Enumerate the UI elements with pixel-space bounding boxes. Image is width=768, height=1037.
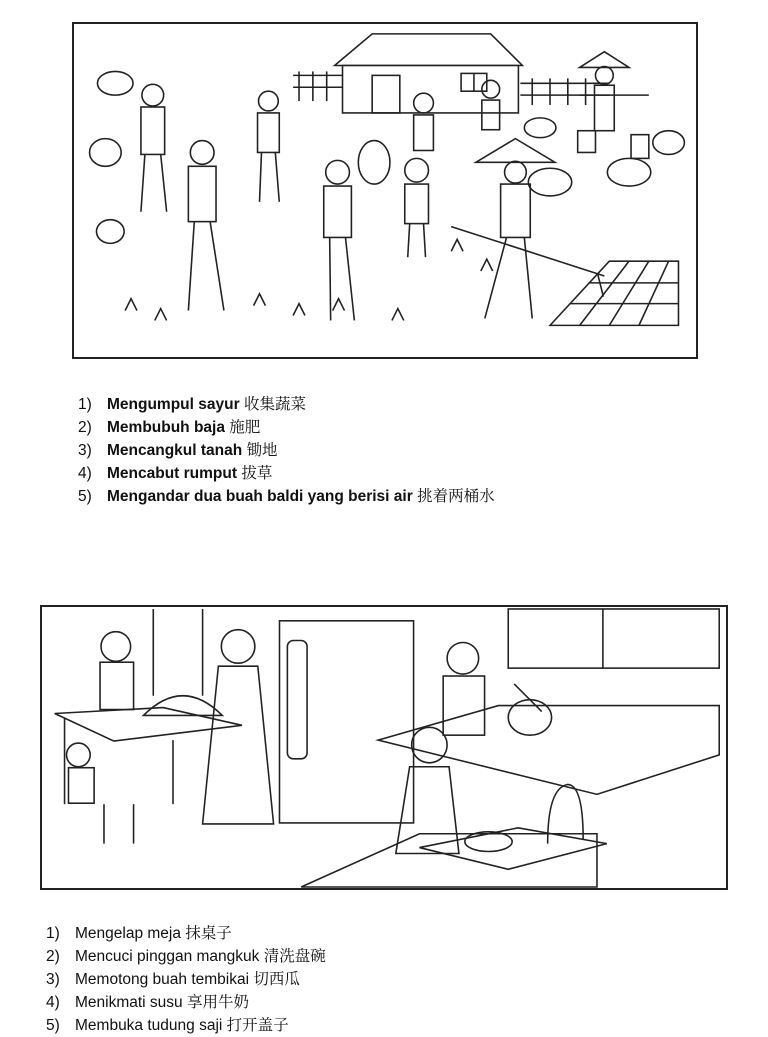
- garden-scene-drawing: [74, 24, 696, 357]
- malay-phrase: Menikmati susu: [75, 994, 183, 1011]
- malay-phrase: Membuka tudung saji: [75, 1017, 223, 1034]
- chinese-phrase: 抹桌子: [185, 925, 232, 942]
- malay-phrase: Mengumpul sayur: [107, 396, 240, 413]
- item-number: 3): [78, 442, 92, 459]
- garden-scene-illustration: [72, 22, 698, 359]
- chinese-phrase: 收集蔬菜: [243, 396, 306, 413]
- list-item: [78, 439, 495, 462]
- malay-phrase: Memotong buah tembikai: [75, 971, 250, 988]
- kitchen-activities-list: [46, 922, 326, 1037]
- kitchen-scene-illustration: [40, 605, 728, 890]
- malay-phrase: Mencabut rumput: [107, 465, 238, 482]
- item-number: 1): [46, 925, 60, 942]
- refrigerator-drawing: [279, 621, 413, 823]
- chinese-phrase: 拔草: [241, 465, 273, 482]
- malay-phrase: Membubuh baja: [107, 419, 225, 436]
- chinese-phrase: 享用牛奶: [187, 994, 250, 1011]
- item-number: 2): [78, 419, 92, 436]
- chinese-phrase: 清洗盘碗: [263, 948, 326, 965]
- malay-phrase: Mengandar dua buah baldi yang berisi air: [107, 488, 413, 505]
- tilled-field-drawing: [550, 261, 678, 325]
- list-item: [46, 991, 326, 1014]
- list-item: [46, 968, 326, 991]
- list-item: [46, 1014, 326, 1037]
- item-number: 4): [46, 994, 60, 1011]
- list-item: [46, 922, 326, 945]
- item-number: 5): [46, 1017, 60, 1034]
- chinese-phrase: 施肥: [229, 419, 261, 436]
- list-item: [78, 393, 495, 416]
- malay-phrase: Mengelap meja: [75, 925, 181, 942]
- list-item: [78, 416, 495, 439]
- item-number: 3): [46, 971, 60, 988]
- malay-phrase: Mencangkul tanah: [107, 442, 243, 459]
- malay-phrase: Mencuci pinggan mangkuk: [75, 948, 260, 965]
- item-number: 2): [46, 948, 60, 965]
- kitchen-scene-drawing: [42, 607, 726, 888]
- item-number: 5): [78, 488, 92, 505]
- chinese-phrase: 打开盖子: [226, 1017, 289, 1034]
- list-item: [46, 945, 326, 968]
- chinese-phrase: 切西瓜: [253, 971, 300, 988]
- list-item: [78, 462, 495, 485]
- kitchen-walls-drawing: [153, 609, 719, 696]
- house-drawing: [335, 34, 523, 113]
- item-number: 4): [78, 465, 92, 482]
- item-number: 1): [78, 396, 92, 413]
- list-item: [78, 485, 495, 508]
- chinese-phrase: 挑着两桶水: [417, 488, 495, 505]
- chinese-phrase: 锄地: [246, 442, 278, 459]
- garden-activities-list: [78, 393, 495, 508]
